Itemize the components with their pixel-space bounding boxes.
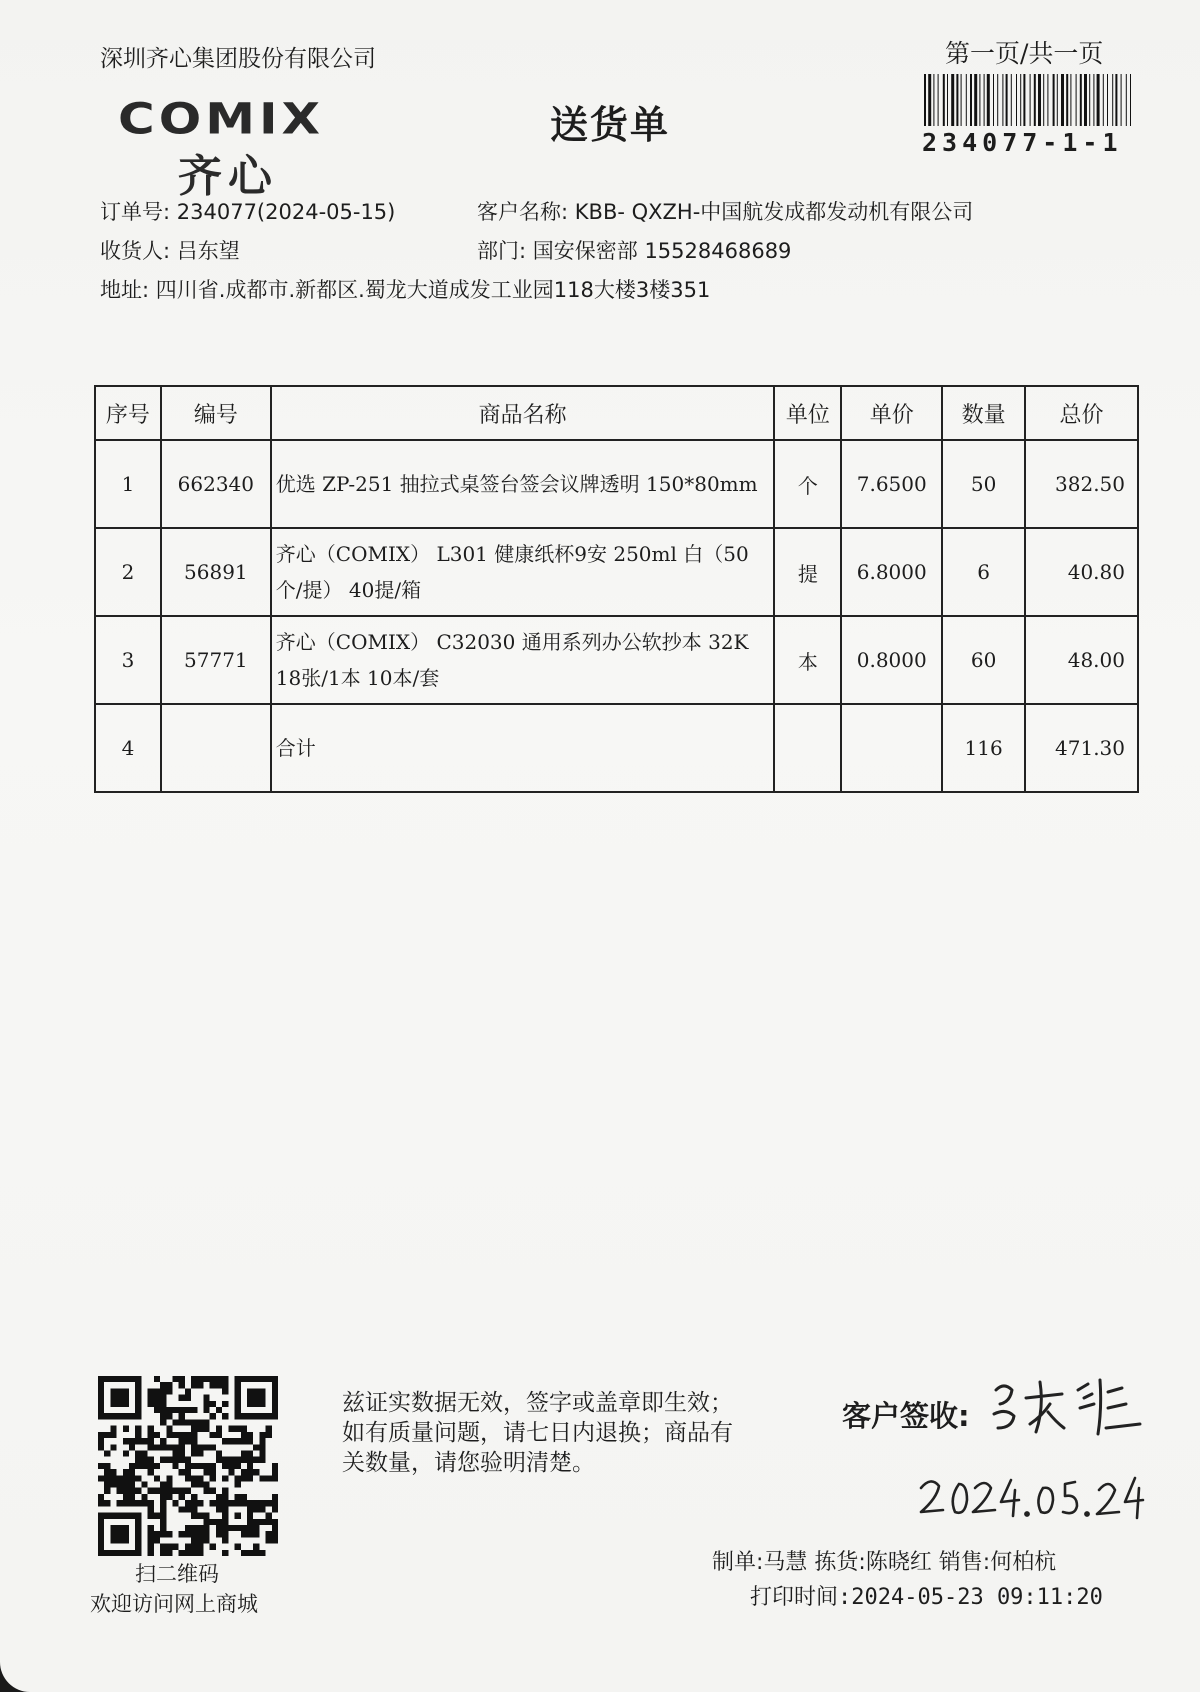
header-total: 总价 [1025,386,1138,440]
table-row-total [95,704,1138,792]
row-unit-price: 6.8000 [841,528,942,616]
company-name: 深圳齐心集团股份有限公司 [100,46,376,72]
staff-line: 制单:马慧 拣货:陈晓红 销售:何柏杭 [712,1550,1057,1575]
row-index: 1 [95,440,161,528]
receiver-label: 收货人: [100,239,171,263]
table-header-row [95,386,1138,440]
row-unit-price: 7.6500 [841,440,942,528]
handwritten-date [915,1470,1145,1530]
row-unit: 本 [774,616,841,704]
header-code: 编号 [161,386,271,440]
page-info: 第一页/共一页 [945,39,1104,68]
header-product-name: 商品名称 [271,386,775,440]
row-product-name: 齐心（COMIX） L301 健康纸杯9安 250ml 白（50个/提） 40提/箱 [271,528,775,616]
row-code [161,704,271,792]
order-value: 234077(2024-05-15) [176,200,396,224]
header-index: 序号 [95,386,161,440]
department [477,235,791,265]
dept-label: 部门: [477,239,527,263]
header-unit-price: 单价 [841,386,942,440]
row-unit: 提 [774,528,841,616]
row-index: 2 [95,528,161,616]
row-total: 48.00 [1025,616,1138,704]
items-table [94,385,1139,793]
row-quantity: 6 [942,528,1025,616]
document-title: 送货单 [550,103,671,147]
header-unit: 单位 [774,386,841,440]
qr-code [98,1376,278,1556]
notice-text: 兹证实数据无效，签字或盖章即生效；如有质量问题，请七日内退换；商品有关数量，请您验明清楚。 [342,1390,733,1476]
row-quantity: 60 [942,616,1025,704]
comix-logo: COMIX [118,94,325,144]
header-quantity: 数量 [942,386,1025,440]
address [100,274,710,304]
row-quantity: 116 [942,704,1025,792]
barcode [922,74,1134,126]
row-index: 3 [95,616,161,704]
row-code: 57771 [161,616,271,704]
row-code: 662340 [161,440,271,528]
handwritten-signature [990,1368,1150,1448]
customer-name [477,196,973,226]
customer-sign-label: 客户签收: [842,1399,970,1433]
row-total: 40.80 [1025,528,1138,616]
row-total: 382.50 [1025,440,1138,528]
order-label: 订单号: [100,200,171,224]
row-total: 471.30 [1025,704,1138,792]
qr-label: 扫二维码 [135,1562,219,1586]
row-unit [774,704,841,792]
qr-sub-label: 欢迎访问网上商城 [90,1592,258,1616]
table-row [95,528,1138,616]
row-code: 56891 [161,528,271,616]
row-quantity: 50 [942,440,1025,528]
table-row [95,440,1138,528]
table-row [95,616,1138,704]
customer-label: 客户名称: [477,200,569,224]
receiver [100,235,240,265]
receiver-value: 吕东望 [176,239,240,263]
comix-logo-cn: 齐心 [178,151,278,202]
row-product-name: 合计 [271,704,775,792]
address-label: 地址: [100,278,150,302]
customer-value: KBB- QXZH-中国航发成都发动机有限公司 [574,200,974,224]
row-product-name: 齐心（COMIX） C32030 通用系列办公软抄本 32K 18张/1本 10本/套 [271,616,775,704]
print-time: 打印时间:2024-05-23 09:11:20 [750,1585,1103,1610]
dept-value: 国安保密部 15528468689 [532,239,792,263]
order-number [100,196,395,226]
row-index: 4 [95,704,161,792]
row-unit-price: 0.8000 [841,616,942,704]
row-unit: 个 [774,440,841,528]
row-unit-price [841,704,942,792]
address-value: 四川省.成都市.新都区.蜀龙大道成发工业园118大楼3楼351 [155,278,711,302]
barcode-number: 234077-1-1 [922,128,1123,157]
row-product-name: 优选 ZP-251 抽拉式桌签台签会议牌透明 150*80mm [271,440,775,528]
